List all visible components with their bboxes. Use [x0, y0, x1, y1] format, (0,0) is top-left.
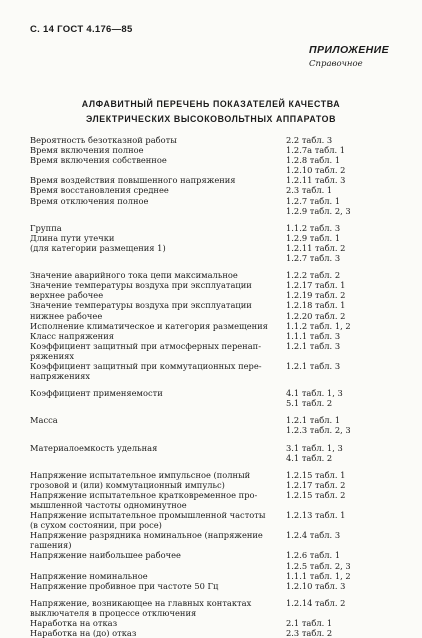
index-term: (для категории размещения 1) — [30, 242, 166, 253]
index-reference: 1.2.9 табл. 2, 3 — [286, 205, 351, 216]
index-reference: 1.2.20 табл. 2 — [286, 310, 346, 321]
document-title — [0, 97, 422, 127]
index-row — [30, 270, 402, 280]
index-term: Коэффициент защитный при коммутационных пере- — [30, 360, 262, 371]
index-reference: 4.1 табл. 1, 3 — [286, 388, 343, 399]
index-term: Время включения собственное — [30, 155, 167, 166]
index-row — [30, 550, 402, 560]
index-term: Материалоемкость удельная — [30, 442, 158, 453]
index-reference: 1.2.7 табл. 3 — [286, 253, 341, 264]
index-row — [30, 311, 402, 321]
index-reference: 1.1.1 табл. 1, 2 — [286, 570, 351, 581]
index-reference: 1.2.8 табл. 1 — [286, 155, 341, 166]
index-reference: 1.2.9 табл. 1 — [286, 232, 341, 243]
index-row — [30, 571, 402, 581]
index-term: Время воздействия повышенного напряжения — [30, 175, 236, 186]
index-term: нижнее рабочее — [30, 310, 103, 321]
index-reference — [282, 351, 402, 361]
index-reference: 1.2.7 табл. 1 — [286, 195, 341, 206]
index-row — [30, 185, 402, 195]
index-term: (в сухом состоянии, при росе) — [30, 520, 162, 531]
index-row — [30, 443, 402, 453]
index-term: Напряжение наибольшее рабочее — [30, 550, 181, 561]
index-row — [30, 280, 402, 290]
index-row — [30, 243, 402, 253]
index-row — [30, 500, 402, 510]
index-term: Напряжение пробивное при частоте 50 Гц — [30, 580, 219, 591]
index-row — [30, 470, 402, 480]
index-term: Значение температуры воздуха при эксплуатации — [30, 300, 252, 311]
index-row — [30, 371, 402, 381]
index-term: Значение аварийного тока цепи максимальное — [30, 270, 238, 281]
index-term: Напряжение испытательное кратковременное про- — [30, 489, 258, 500]
row-spacer — [30, 216, 402, 223]
index-reference: 1.2.3 табл. 2, 3 — [286, 425, 351, 436]
index-reference: 1.2.13 табл. 1 — [286, 510, 346, 521]
index-term: напряжениях — [30, 371, 91, 382]
index-term: Время отключения полное — [30, 195, 149, 206]
index-term: Напряжение испытательное импульсное (полный — [30, 469, 251, 480]
index-row — [30, 608, 402, 618]
index-reference: 2.3 табл. 1 — [286, 185, 333, 196]
index-reference — [282, 500, 402, 510]
index-term: Напряжение, возникающее на главных контактах — [30, 597, 252, 608]
page-header: С. 14 ГОСТ 4.176—85 — [30, 24, 133, 35]
index-term: Время включения полное — [30, 145, 144, 156]
index-reference: 4.1 табл. 2 — [286, 452, 333, 463]
document-title-line-1: АЛФАВИТНЫЙ ПЕРЕЧЕНЬ ПОКАЗАТЕЛЕЙ КАЧЕСТВА — [81, 99, 341, 109]
index-row — [30, 490, 402, 500]
index-term: Значение температуры воздуха при эксплуатации — [30, 280, 252, 291]
index-term — [30, 206, 282, 216]
row-spacer — [30, 463, 402, 470]
index-reference: 1.2.15 табл. 2 — [286, 489, 346, 500]
index-reference: 1.2.1 табл. 3 — [286, 340, 341, 351]
index-row — [30, 135, 402, 145]
index-term: Время восстановления среднее — [30, 185, 169, 196]
index-reference: 1.2.15 табл. 1 — [286, 469, 346, 480]
index-row — [30, 510, 402, 520]
index-row — [30, 145, 402, 155]
row-spacer — [30, 436, 402, 443]
index-term: ряжениях — [30, 350, 75, 361]
index-term: верхнее рабочее — [30, 290, 104, 301]
index-reference: 5.1 табл. 2 — [286, 398, 333, 409]
index-term: Исполнение климатическое и категория размещения — [30, 320, 268, 331]
index-reference: 1.1.2 табл. 1, 2 — [286, 320, 351, 331]
index-term: Коэффициент применяемости — [30, 388, 163, 399]
row-spacer — [30, 381, 402, 388]
index-row — [30, 331, 402, 341]
index-row — [30, 253, 402, 263]
index-row — [30, 223, 402, 233]
index-term: Наработка на отказ — [30, 618, 118, 629]
index-term — [30, 165, 282, 175]
index-row — [30, 206, 402, 216]
index-reference: 1.2.18 табл. 1 — [286, 300, 346, 311]
index-reference: 1.2.10 табл. 2 — [286, 165, 346, 176]
index-reference: 1.2.10 табл. 3 — [286, 580, 346, 591]
row-spacer — [30, 408, 402, 415]
index-reference: 1.2.2 табл. 2 — [286, 270, 341, 281]
index-reference — [282, 371, 402, 381]
appendix-title: ПРИЛОЖЕНИЕ — [309, 44, 389, 56]
index-row — [30, 196, 402, 206]
index-reference: 1.2.4 табл. 3 — [286, 530, 341, 541]
index-row — [30, 415, 402, 425]
index-term: мышленной частоты одноминутное — [30, 500, 187, 510]
index-term — [30, 561, 282, 571]
index-term: Группа — [30, 222, 62, 233]
index-reference: 1.2.5 табл. 2, 3 — [286, 560, 351, 571]
index-term: Наработка на (до) отказ — [30, 628, 137, 638]
index-row — [30, 290, 402, 300]
index-reference: 3.1 табл. 1, 3 — [286, 442, 343, 453]
index-term: Напряжение номинальное — [30, 570, 148, 581]
index-reference: 2.3 табл. 2 — [286, 628, 333, 638]
index-reference: 1.2.14 табл. 2 — [286, 597, 346, 608]
index-row — [30, 341, 402, 351]
index-term: Класс напряжения — [30, 330, 114, 341]
index-reference — [282, 608, 402, 618]
index-reference — [282, 540, 402, 550]
index-term: гашения) — [30, 540, 72, 551]
index-row — [30, 351, 402, 361]
row-spacer — [30, 591, 402, 598]
index-row — [30, 300, 402, 310]
index-term — [30, 253, 282, 263]
index-row — [30, 155, 402, 165]
index-reference: 1.2.1 табл. 1 — [286, 415, 341, 426]
index-row — [30, 530, 402, 540]
index-term: Длина пути утечки — [30, 232, 115, 243]
index-term: грозовой и (или) коммутационный импульс) — [30, 479, 225, 490]
appendix-subtitle: Справочное — [309, 59, 363, 69]
index-reference: 1.1.1 табл. 3 — [286, 330, 341, 341]
index-row — [30, 388, 402, 398]
index-reference — [282, 520, 402, 530]
index-row — [30, 321, 402, 331]
index-row — [30, 175, 402, 185]
index-term — [30, 425, 282, 435]
index-term: выключателя в процессе отключения — [30, 607, 197, 618]
index-row — [30, 398, 402, 408]
index-row — [30, 618, 402, 628]
index-term — [30, 453, 282, 463]
index-term: Коэффициент защитный при атмосферных перенап- — [30, 340, 261, 351]
index-term: Напряжение разрядника номинальное (напряжение — [30, 530, 263, 541]
index-reference: 1.2.1 табл. 3 — [286, 360, 341, 371]
index-reference: 1.2.17 табл. 1 — [286, 280, 346, 291]
index-row — [30, 425, 402, 435]
index-reference: 1.2.11 табл. 3 — [286, 175, 346, 186]
index-row — [30, 540, 402, 550]
index-term: Вероятность безотказной работы — [30, 135, 177, 145]
index-row — [30, 361, 402, 371]
index-reference: 1.1.2 табл. 3 — [286, 222, 341, 233]
index-term: Масса — [30, 415, 58, 426]
index-row — [30, 520, 402, 530]
appendix-label — [309, 44, 389, 69]
index-reference: 1.2.19 табл. 2 — [286, 290, 346, 301]
index-reference: 2.1 табл. 1 — [286, 618, 333, 629]
index-term: Напряжение испытательное промышленной частоты — [30, 510, 266, 521]
index-reference: 1.2.6 табл. 1 — [286, 550, 341, 561]
index-row — [30, 581, 402, 591]
index-reference: 1.2.11 табл. 2 — [286, 242, 346, 253]
index-list — [30, 135, 402, 638]
index-reference: 1.2.17 табл. 2 — [286, 479, 346, 490]
index-row — [30, 233, 402, 243]
index-row — [30, 453, 402, 463]
index-row — [30, 480, 402, 490]
index-reference: 1.2.7а табл. 1 — [286, 145, 346, 156]
document-title-line-2: ЭЛЕКТРИЧЕСКИХ ВЫСОКОВОЛЬТНЫХ АППАРАТОВ — [85, 114, 337, 124]
index-row — [30, 165, 402, 175]
index-term — [30, 398, 282, 408]
index-row — [30, 628, 402, 638]
row-spacer — [30, 263, 402, 270]
index-reference: 2.2 табл. 3 — [286, 135, 333, 145]
index-row — [30, 561, 402, 571]
